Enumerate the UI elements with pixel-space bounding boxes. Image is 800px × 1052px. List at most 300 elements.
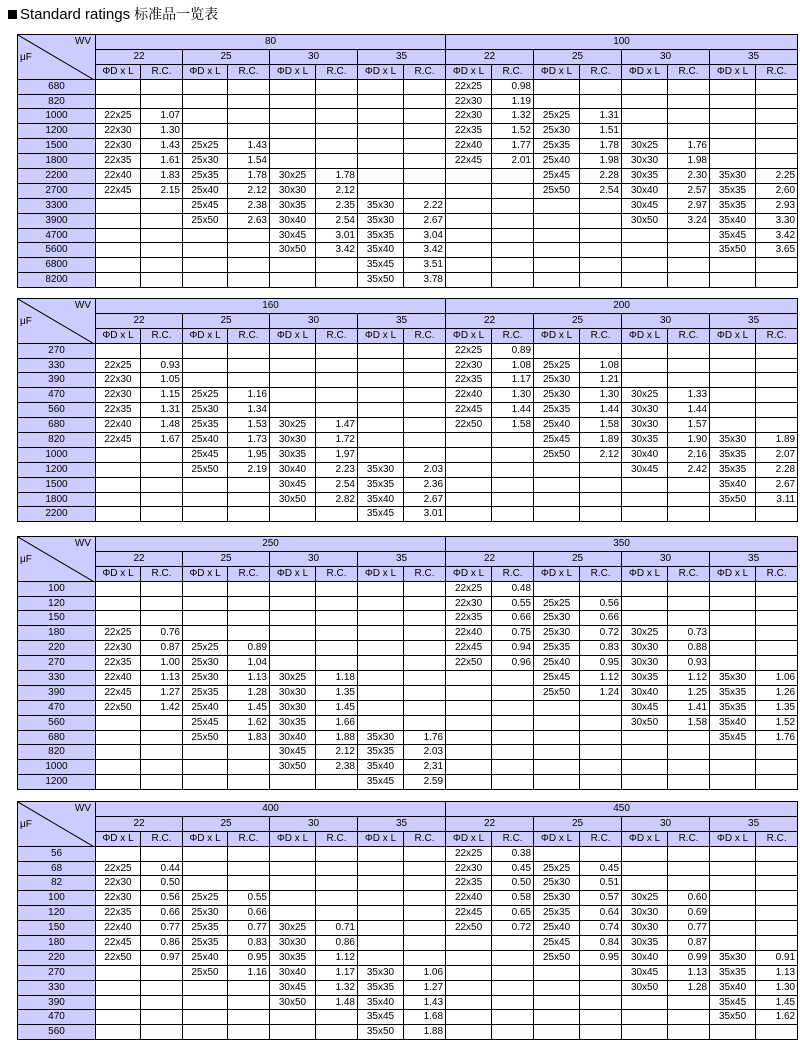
ripple-current-cell: 0.74 [580,921,622,936]
ripple-current-cell: 0.56 [580,596,622,611]
rc-column-header: R.C. [316,831,358,846]
ripple-current-cell: 1.44 [668,403,710,418]
ripple-current-cell: 1.97 [316,447,358,462]
ripple-current-cell [141,507,183,522]
table-row [18,760,798,775]
ripple-current-cell [228,258,270,273]
size-cell [710,1025,756,1040]
ripple-current-cell [228,492,270,507]
size-cell [710,388,756,403]
size-cell [446,965,492,980]
size-cell [270,906,316,921]
size-cell [96,492,141,507]
diameter-header: 30 [270,313,358,328]
ripple-current-cell: 1.12 [580,671,622,686]
size-column-header: ΦD x L [183,64,228,79]
size-cell [96,730,141,745]
size-cell [710,775,756,790]
ripple-current-cell: 1.33 [668,388,710,403]
ripple-current-cell [668,596,710,611]
size-cell [183,477,228,492]
ripple-current-cell [756,641,798,656]
size-cell: 25x25 [534,596,580,611]
table-row [18,730,798,745]
ripple-current-cell [141,343,183,358]
size-cell: 30x30 [622,921,668,936]
ripple-current-cell: 1.48 [316,995,358,1010]
size-cell: 35x30 [358,213,404,228]
ripple-current-cell: 0.48 [492,581,534,596]
ratings-table [17,298,798,522]
size-cell [358,94,404,109]
ripple-current-cell [580,775,622,790]
capacitance-cell: 820 [18,94,96,109]
ripple-current-cell [580,846,622,861]
table-row [18,1010,798,1025]
ripple-current-cell: 1.27 [404,980,446,995]
size-cell [534,775,580,790]
ripple-current-cell: 1.19 [492,94,534,109]
capacitance-cell: 1800 [18,492,96,507]
size-cell [270,109,316,124]
ripple-current-cell: 2.54 [316,477,358,492]
ripple-current-cell [316,403,358,418]
ripple-current-cell: 1.58 [668,715,710,730]
ripple-current-cell: 0.66 [141,906,183,921]
size-cell [358,154,404,169]
ripple-current-cell [580,273,622,288]
size-cell [534,1010,580,1025]
ripple-current-cell: 3.01 [316,228,358,243]
ripple-current-cell [141,1010,183,1025]
rc-column-header: R.C. [316,64,358,79]
ripple-current-cell [580,462,622,477]
size-cell: 35x40 [710,213,756,228]
size-cell: 25x30 [534,388,580,403]
table-row [18,373,798,388]
size-cell [358,109,404,124]
ripple-current-cell [756,507,798,522]
size-cell [622,876,668,891]
size-cell: 25x45 [534,671,580,686]
ripple-current-cell: 2.97 [668,198,710,213]
size-cell: 25x30 [534,373,580,388]
ripple-current-cell [316,846,358,861]
size-cell: 25x50 [534,950,580,965]
ripple-current-cell [141,258,183,273]
size-cell [622,492,668,507]
ripple-current-cell: 0.84 [580,936,622,951]
ripple-current-cell [316,906,358,921]
size-cell: 25x50 [183,730,228,745]
size-cell: 25x50 [534,183,580,198]
ripple-current-cell [316,611,358,626]
ripple-current-cell: 1.17 [316,965,358,980]
size-cell: 25x35 [534,139,580,154]
ripple-current-cell: 0.57 [580,891,622,906]
ripple-current-cell [316,1025,358,1040]
ripple-current-cell [228,507,270,522]
capacitance-cell: 390 [18,373,96,388]
size-cell [534,94,580,109]
ripple-current-cell [492,760,534,775]
diameter-header: 25 [534,816,622,831]
ripple-current-cell: 0.93 [141,358,183,373]
uf-label: μF [20,819,32,830]
diameter-header: 22 [446,49,534,64]
size-cell [446,447,492,462]
ripple-current-cell: 2.54 [580,183,622,198]
size-cell [534,715,580,730]
size-cell [358,447,404,462]
table-row [18,936,798,951]
size-cell: 22x35 [96,656,141,671]
size-cell [358,358,404,373]
wv-uf-corner [18,537,96,582]
size-cell [358,861,404,876]
capacitance-cell: 8200 [18,273,96,288]
size-cell [96,611,141,626]
size-cell [446,198,492,213]
ripple-current-cell [404,685,446,700]
ripple-current-cell [492,258,534,273]
ripple-current-cell [492,273,534,288]
ripple-current-cell [492,980,534,995]
size-cell: 25x25 [183,139,228,154]
size-column-header: ΦD x L [358,831,404,846]
table-row [18,388,798,403]
table-row [18,403,798,418]
ripple-current-cell [756,596,798,611]
capacitance-cell: 330 [18,358,96,373]
ripple-current-cell [756,656,798,671]
size-cell: 35x35 [358,228,404,243]
ripple-current-cell [668,581,710,596]
ripple-current-cell: 2.12 [316,183,358,198]
ripple-current-cell: 1.53 [228,418,270,433]
size-cell [710,373,756,388]
size-cell [270,596,316,611]
ripple-current-cell: 0.66 [492,611,534,626]
ripple-current-cell [668,775,710,790]
size-cell: 25x25 [534,358,580,373]
size-cell [534,213,580,228]
ripple-current-cell: 0.77 [141,921,183,936]
ripple-current-cell [404,433,446,448]
size-cell: 22x30 [96,139,141,154]
diameter-header: 25 [183,49,270,64]
size-cell: 30x35 [622,936,668,951]
ripple-current-cell [492,492,534,507]
ripple-current-cell [404,403,446,418]
size-cell [96,846,141,861]
ratings-section [17,536,798,790]
ripple-current-cell: 0.99 [668,950,710,965]
ripple-current-cell [316,1010,358,1025]
ripple-current-cell: 1.54 [228,154,270,169]
size-cell: 25x35 [183,936,228,951]
voltage-header: 250 [96,537,446,552]
ripple-current-cell [228,611,270,626]
table-row [18,462,798,477]
size-cell: 25x30 [183,906,228,921]
size-cell: 22x45 [96,685,141,700]
size-cell: 25x50 [183,213,228,228]
size-cell: 25x30 [534,124,580,139]
size-cell: 25x30 [183,403,228,418]
size-cell: 22x35 [446,876,492,891]
size-cell [710,581,756,596]
size-cell: 35x30 [358,462,404,477]
ripple-current-cell: 1.32 [492,109,534,124]
ripple-current-cell [404,950,446,965]
size-cell: 30x45 [622,462,668,477]
rc-column-header: R.C. [492,328,534,343]
ripple-current-cell: 1.35 [756,700,798,715]
diameter-header: 22 [96,551,183,566]
size-cell [358,876,404,891]
ripple-current-cell [316,258,358,273]
size-cell: 22x35 [446,373,492,388]
ripple-current-cell [141,965,183,980]
ripple-current-cell [404,861,446,876]
table-row [18,581,798,596]
uf-label: μF [20,554,32,565]
ripple-current-cell: 1.16 [228,965,270,980]
ripple-current-cell: 2.03 [404,462,446,477]
capacitance-cell: 270 [18,965,96,980]
ripple-current-cell [756,846,798,861]
ripple-current-cell [141,715,183,730]
ripple-current-cell [492,447,534,462]
rc-column-header: R.C. [580,831,622,846]
size-cell [622,1010,668,1025]
ripple-current-cell: 1.28 [668,980,710,995]
rc-column-header: R.C. [316,566,358,581]
ripple-current-cell: 1.51 [580,124,622,139]
size-cell: 30x50 [622,980,668,995]
size-cell [270,861,316,876]
size-cell: 22x30 [96,124,141,139]
size-cell [96,447,141,462]
ripple-current-cell: 1.08 [580,358,622,373]
size-cell [534,965,580,980]
size-cell: 25x30 [534,626,580,641]
capacitance-cell: 1000 [18,760,96,775]
ripple-current-cell [668,273,710,288]
table-row [18,273,798,288]
size-cell [96,1010,141,1025]
size-cell [358,936,404,951]
diameter-header: 22 [446,816,534,831]
size-cell: 30x25 [622,891,668,906]
size-cell [710,139,756,154]
size-cell: 30x30 [270,700,316,715]
ripple-current-cell: 1.95 [228,447,270,462]
size-cell [710,79,756,94]
ripple-current-cell [492,715,534,730]
capacitance-cell: 820 [18,745,96,760]
rc-column-header: R.C. [316,328,358,343]
ripple-current-cell: 1.67 [141,433,183,448]
size-cell: 30x30 [270,936,316,951]
rc-column-header: R.C. [492,831,534,846]
rc-column-header: R.C. [404,566,446,581]
size-cell: 30x45 [622,700,668,715]
table-row [18,965,798,980]
ripple-current-cell: 1.83 [228,730,270,745]
size-cell: 35x35 [710,685,756,700]
ripple-current-cell: 1.83 [141,169,183,184]
size-cell: 30x45 [622,198,668,213]
ripple-current-cell: 1.43 [141,139,183,154]
capacitance-cell: 270 [18,343,96,358]
table-row [18,1025,798,1040]
ripple-current-cell: 1.98 [668,154,710,169]
size-column-header: ΦD x L [622,328,668,343]
size-cell [270,343,316,358]
size-cell [183,611,228,626]
table-row [18,507,798,522]
size-cell: 25x35 [183,685,228,700]
capacitance-cell: 180 [18,936,96,951]
ripple-current-cell [756,921,798,936]
table-row [18,995,798,1010]
size-cell [534,343,580,358]
ripple-current-cell [492,433,534,448]
ripple-current-cell: 1.98 [580,154,622,169]
size-cell [183,79,228,94]
ripple-current-cell: 3.30 [756,213,798,228]
size-cell [358,641,404,656]
ripple-current-cell [404,154,446,169]
ripple-current-cell [756,611,798,626]
ripple-current-cell [492,507,534,522]
ripple-current-cell [756,1025,798,1040]
size-cell [622,124,668,139]
size-cell: 25x25 [183,891,228,906]
ripple-current-cell: 1.08 [492,358,534,373]
size-cell: 30x50 [270,760,316,775]
size-cell [96,596,141,611]
size-cell [710,358,756,373]
size-cell: 35x35 [710,183,756,198]
ripple-current-cell: 1.88 [316,730,358,745]
ripple-current-cell: 2.67 [756,477,798,492]
capacitance-cell: 1800 [18,154,96,169]
size-cell: 22x30 [446,861,492,876]
ripple-current-cell [756,936,798,951]
ripple-current-cell: 1.58 [492,418,534,433]
ripple-current-cell [668,861,710,876]
size-cell [183,109,228,124]
ripple-current-cell: 1.62 [228,715,270,730]
size-cell [622,258,668,273]
size-cell: 30x25 [622,388,668,403]
rc-column-header: R.C. [141,328,183,343]
ripple-current-cell: 1.78 [316,169,358,184]
ripple-current-cell: 0.56 [141,891,183,906]
ripple-current-cell [668,124,710,139]
capacitance-cell: 1500 [18,139,96,154]
size-cell: 25x40 [534,656,580,671]
size-column-header: ΦD x L [446,64,492,79]
ripple-current-cell [141,730,183,745]
size-cell [534,79,580,94]
ripple-current-cell [756,775,798,790]
ripple-current-cell [492,700,534,715]
ripple-current-cell: 1.34 [228,403,270,418]
column-header-row [18,328,798,343]
ripple-current-cell: 1.48 [141,418,183,433]
ripple-current-cell: 0.58 [492,891,534,906]
rc-column-header: R.C. [141,831,183,846]
diameter-header: 25 [534,551,622,566]
ripple-current-cell [141,1025,183,1040]
ripple-current-cell [492,775,534,790]
size-cell [622,358,668,373]
diameter-header: 25 [183,816,270,831]
ripple-current-cell: 3.24 [668,213,710,228]
diameter-header-row [18,49,798,64]
size-cell [270,388,316,403]
size-cell [96,745,141,760]
ripple-current-cell: 0.66 [580,611,622,626]
ripple-current-cell: 1.17 [492,373,534,388]
ripple-current-cell: 2.38 [228,198,270,213]
size-cell [358,139,404,154]
size-cell [183,228,228,243]
rc-column-header: R.C. [580,328,622,343]
size-cell: 25x30 [534,876,580,891]
size-cell [710,258,756,273]
ripple-current-cell [228,846,270,861]
ripple-current-cell [668,492,710,507]
ripple-current-cell [404,358,446,373]
ratings-table [17,801,798,1040]
ripple-current-cell [756,626,798,641]
diameter-header: 35 [710,313,798,328]
ripple-current-cell: 2.31 [404,760,446,775]
ripple-current-cell: 0.86 [316,936,358,951]
size-cell: 22x35 [96,403,141,418]
table-row [18,950,798,965]
ripple-current-cell: 2.59 [404,775,446,790]
size-cell: 22x25 [96,626,141,641]
ratings-table [17,536,798,790]
size-cell: 30x45 [270,228,316,243]
size-cell [534,995,580,1010]
size-cell [96,258,141,273]
ripple-current-cell: 2.35 [316,198,358,213]
ripple-current-cell [141,462,183,477]
size-cell [183,258,228,273]
size-cell: 35x35 [710,965,756,980]
ripple-current-cell: 0.76 [141,626,183,641]
size-cell: 22x45 [96,936,141,951]
ripple-current-cell [756,760,798,775]
size-cell [622,343,668,358]
rc-column-header: R.C. [404,831,446,846]
capacitance-cell: 330 [18,980,96,995]
size-cell: 35x40 [358,995,404,1010]
size-cell: 35x30 [710,950,756,965]
size-cell [622,507,668,522]
size-cell [710,876,756,891]
size-cell [270,139,316,154]
size-cell: 35x30 [358,965,404,980]
ripple-current-cell [404,921,446,936]
